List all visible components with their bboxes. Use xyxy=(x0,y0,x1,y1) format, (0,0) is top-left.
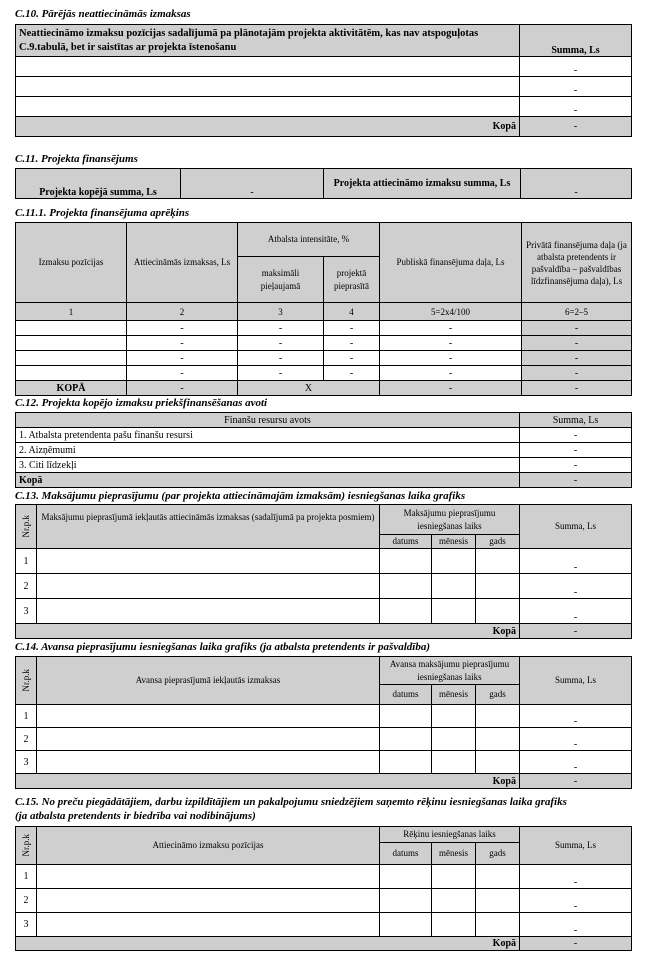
c111-h-public: Publiskā finansējuma daļa, Ls xyxy=(380,223,522,303)
c111-table xyxy=(15,222,632,396)
c111-cell[interactable]: - xyxy=(324,351,380,366)
c111-total-public: - xyxy=(380,381,522,396)
c13-row-nr: 3 xyxy=(16,599,37,624)
c15-h-nr-cell xyxy=(16,827,37,865)
c15-row-nr: 3 xyxy=(16,913,37,937)
c111-cell: - xyxy=(522,321,632,336)
c111-cell[interactable]: - xyxy=(127,321,238,336)
c14-table xyxy=(15,656,632,789)
c15-row-nr: 2 xyxy=(16,889,37,913)
c111-total-x: X xyxy=(238,381,380,396)
c12-total-value: - xyxy=(520,473,632,488)
c14-h-year: gads xyxy=(476,685,520,705)
c13-row-sum[interactable]: - xyxy=(520,599,632,624)
c14-row-day[interactable] xyxy=(380,705,432,728)
c111-cell[interactable]: - xyxy=(380,351,522,366)
c15-row-year[interactable] xyxy=(476,865,520,889)
c13-row-day[interactable] xyxy=(380,574,432,599)
c13-h-term: Maksājumu pieprasījumu iesniegšanas laiks xyxy=(380,505,520,535)
c13-h-desc: Maksājumu pieprasījumā iekļautās attiecināmās izmaksas (sadalījumā pa projekta posmiem) xyxy=(37,505,380,549)
c15-row-sum[interactable]: - xyxy=(520,889,632,913)
c14-row-year[interactable] xyxy=(476,728,520,751)
c111-cell[interactable]: - xyxy=(127,366,238,381)
c10-total-label: Kopā xyxy=(16,117,520,137)
c12-h-source: Finanšu resursu avots xyxy=(16,413,520,428)
c13-row-nr: 2 xyxy=(16,574,37,599)
c15-row-sum[interactable]: - xyxy=(520,865,632,889)
c15-total-label: Kopā xyxy=(16,937,520,951)
c111-cell[interactable] xyxy=(16,336,127,351)
c11-title: C.11. Projekta finansējums xyxy=(15,153,138,165)
c13-row-nr: 1 xyxy=(16,549,37,574)
c11-total-label: Projekta kopējā summa, Ls xyxy=(16,169,181,199)
c111-cell[interactable]: - xyxy=(380,321,522,336)
c111-total-eligible: - xyxy=(127,381,238,396)
c14-h-term: Avansa maksājumu pieprasījumu iesniegšanas laiks xyxy=(380,657,520,685)
c111-cell: - xyxy=(522,336,632,351)
c15-row-desc[interactable] xyxy=(37,913,380,937)
c10-row-sum[interactable]: - xyxy=(520,57,632,77)
c14-row-nr: 1 xyxy=(16,705,37,728)
c13-row-month[interactable] xyxy=(432,599,476,624)
c111-cell[interactable] xyxy=(16,351,127,366)
c14-total-label: Kopā xyxy=(16,774,520,789)
c14-h-desc: Avansa pieprasījumā iekļautās izmaksas xyxy=(37,657,380,705)
c14-row-year[interactable] xyxy=(476,705,520,728)
c13-row-day[interactable] xyxy=(380,549,432,574)
c15-row-month[interactable] xyxy=(432,913,476,937)
c14-row-month[interactable] xyxy=(432,728,476,751)
c15-row-sum[interactable]: - xyxy=(520,913,632,937)
c13-row-month[interactable] xyxy=(432,574,476,599)
c13-total-label: Kopā xyxy=(16,624,520,639)
c15-row-nr: 1 xyxy=(16,865,37,889)
c10-row-desc[interactable] xyxy=(16,77,520,97)
c10-table xyxy=(15,24,632,137)
c12-title: C.12. Projekta kopējo izmaksu priekšfinansēšanas avoti xyxy=(15,397,268,409)
c14-row-sum[interactable]: - xyxy=(520,728,632,751)
c13-row-month[interactable] xyxy=(432,549,476,574)
c14-h-nr-cell xyxy=(16,657,37,705)
c12-row-value[interactable]: - xyxy=(520,443,632,458)
c14-row-sum[interactable]: - xyxy=(520,751,632,774)
c13-row-desc[interactable] xyxy=(37,599,380,624)
c14-row-month[interactable] xyxy=(432,705,476,728)
c14-h-sum: Summa, Ls xyxy=(520,657,632,705)
c111-h-intensity: Atbalsta intensitāte, % xyxy=(238,223,380,257)
c12-table xyxy=(15,412,632,488)
c10-title: C.10. Pārējās neattiecināmās izmaksas xyxy=(15,8,191,20)
c13-table xyxy=(15,504,632,639)
c15-h-nr: Nr.p.k xyxy=(21,834,31,857)
c13-total-value: - xyxy=(520,624,632,639)
c15-title-line1: C.15. No preču piegādātājiem, darbu izpildītājiem un pakalpojumu sniedzējiem saņemto rēķinu iesniegšanas laika grafiks xyxy=(15,796,567,808)
c13-row-desc[interactable] xyxy=(37,549,380,574)
c12-row-label: 1. Atbalsta pretendenta pašu finanšu resursi xyxy=(16,428,520,443)
c15-table xyxy=(15,826,632,951)
c13-h-nr: Nr.p.k xyxy=(21,515,31,538)
c10-header-desc: Neattiecināmo izmaksu pozīcijas sadalījumā pa plānotajām projekta aktivitātēm, kas nav atspoguļotas C.9.tabulā, bet ir saistītas ar projekta īstenošanu xyxy=(16,25,520,57)
c13-row-year[interactable] xyxy=(476,599,520,624)
c111-cell[interactable]: - xyxy=(127,351,238,366)
c111-cell[interactable]: - xyxy=(238,321,324,336)
c15-row-year[interactable] xyxy=(476,889,520,913)
c14-total-value: - xyxy=(520,774,632,789)
c15-total-value: - xyxy=(520,937,632,951)
c15-h-sum: Summa, Ls xyxy=(520,827,632,865)
c12-row-label: 3. Citi līdzekļi xyxy=(16,458,520,473)
c111-cell[interactable]: - xyxy=(238,366,324,381)
c15-h-month: mēnesis xyxy=(432,843,476,865)
c111-cell: - xyxy=(522,366,632,381)
c11-total-value[interactable]: - xyxy=(181,169,324,199)
c10-row-sum[interactable]: - xyxy=(520,77,632,97)
c15-row-day[interactable] xyxy=(380,865,432,889)
c111-cell[interactable]: - xyxy=(324,321,380,336)
c111-title: C.11.1. Projekta finansējuma aprēķins xyxy=(15,207,190,219)
c14-row-desc[interactable] xyxy=(37,751,380,774)
c13-row-desc[interactable] xyxy=(37,574,380,599)
c111-h-planned: projektā pieprasītā xyxy=(324,257,380,303)
c111-cell[interactable]: - xyxy=(238,351,324,366)
c13-h-month: mēnesis xyxy=(432,535,476,549)
c111-cell: - xyxy=(522,351,632,366)
c111-cell[interactable]: - xyxy=(324,366,380,381)
c15-h-year: gads xyxy=(476,843,520,865)
c13-row-year[interactable] xyxy=(476,574,520,599)
c10-row-desc[interactable] xyxy=(16,97,520,117)
c15-h-day: datums xyxy=(380,843,432,865)
c12-row-value[interactable]: - xyxy=(520,428,632,443)
c111-cell[interactable]: - xyxy=(238,336,324,351)
c13-h-day: datums xyxy=(380,535,432,549)
c14-h-day: datums xyxy=(380,685,432,705)
c12-h-sum: Summa, Ls xyxy=(520,413,632,428)
c111-total-label: KOPĀ xyxy=(16,381,127,396)
c111-cell[interactable]: - xyxy=(324,336,380,351)
c111-cell[interactable]: - xyxy=(380,336,522,351)
c12-total-label: Kopā xyxy=(16,473,520,488)
c15-title-line2: (ja atbalsta pretendents ir biedrība vai nodibinājums) xyxy=(15,810,256,822)
c13-title: C.13. Maksājumu pieprasījumu (par projekta attiecināmajām izmaksām) iesniegšanas laika grafiks xyxy=(15,490,466,502)
c14-h-month: mēnesis xyxy=(432,685,476,705)
c111-h-positions: Izmaksu pozīcijas xyxy=(16,223,127,303)
c14-h-nr: Nr.p.k xyxy=(21,669,31,692)
c111-cell[interactable]: - xyxy=(380,366,522,381)
c14-row-desc[interactable] xyxy=(37,728,380,751)
c13-row-sum[interactable]: - xyxy=(520,574,632,599)
c111-h-max: maksimāli pieļaujamā xyxy=(238,257,324,303)
c15-row-desc[interactable] xyxy=(37,865,380,889)
c11-table xyxy=(15,168,632,199)
c14-row-month[interactable] xyxy=(432,751,476,774)
c15-row-month[interactable] xyxy=(432,865,476,889)
c13-h-year: gads xyxy=(476,535,520,549)
c13-h-nr-cell xyxy=(16,505,37,549)
c13-row-day[interactable] xyxy=(380,599,432,624)
c15-h-term: Rēķinu iesniegšanas laiks xyxy=(380,827,520,843)
c111-cell[interactable] xyxy=(16,366,127,381)
c13-h-sum: Summa, Ls xyxy=(520,505,632,549)
c15-row-year[interactable] xyxy=(476,913,520,937)
c111-cell[interactable] xyxy=(16,321,127,336)
c15-h-desc: Attiecināmo izmaksu pozīcijas xyxy=(37,827,380,865)
c14-row-nr: 3 xyxy=(16,751,37,774)
c111-h-eligible: Attiecināmās izmaksas, Ls xyxy=(127,223,238,303)
c14-row-sum[interactable]: - xyxy=(520,705,632,728)
c14-title: C.14. Avansa pieprasījumu iesniegšanas laika grafiks (ja atbalsta pretendents ir pašvaldība) xyxy=(15,641,430,653)
c111-num-4: 4 xyxy=(324,303,380,321)
c14-row-desc[interactable] xyxy=(37,705,380,728)
c111-h-private: Privātā finansējuma daļa (ja atbalsta pretendents ir pašvaldība – pašvaldības līdzfinansējuma daļa), Ls xyxy=(522,223,632,303)
c111-num-5: 5=2x4/100 xyxy=(380,303,522,321)
c111-num-6: 6=2–5 xyxy=(522,303,632,321)
c12-row-label: 2. Aizņēmumi xyxy=(16,443,520,458)
c11-eligible-value[interactable]: - xyxy=(521,169,632,199)
c15-row-desc[interactable] xyxy=(37,889,380,913)
c14-row-year[interactable] xyxy=(476,751,520,774)
c111-total-private: - xyxy=(522,381,632,396)
c10-row-desc[interactable] xyxy=(16,57,520,77)
c13-row-sum[interactable]: - xyxy=(520,549,632,574)
c15-row-day[interactable] xyxy=(380,913,432,937)
c15-row-day[interactable] xyxy=(380,889,432,913)
c111-num-1: 1 xyxy=(16,303,127,321)
c13-row-year[interactable] xyxy=(476,549,520,574)
c111-cell[interactable]: - xyxy=(127,336,238,351)
c11-eligible-label: Projekta attiecināmo izmaksu summa, Ls xyxy=(324,169,521,199)
c14-row-day[interactable] xyxy=(380,728,432,751)
c12-row-value[interactable]: - xyxy=(520,458,632,473)
c10-header-sum: Summa, Ls xyxy=(520,25,632,57)
c111-num-3: 3 xyxy=(238,303,324,321)
c15-row-month[interactable] xyxy=(432,889,476,913)
c10-row-sum[interactable]: - xyxy=(520,97,632,117)
c10-total-value: - xyxy=(520,117,632,137)
c14-row-day[interactable] xyxy=(380,751,432,774)
c14-row-nr: 2 xyxy=(16,728,37,751)
c111-num-2: 2 xyxy=(127,303,238,321)
